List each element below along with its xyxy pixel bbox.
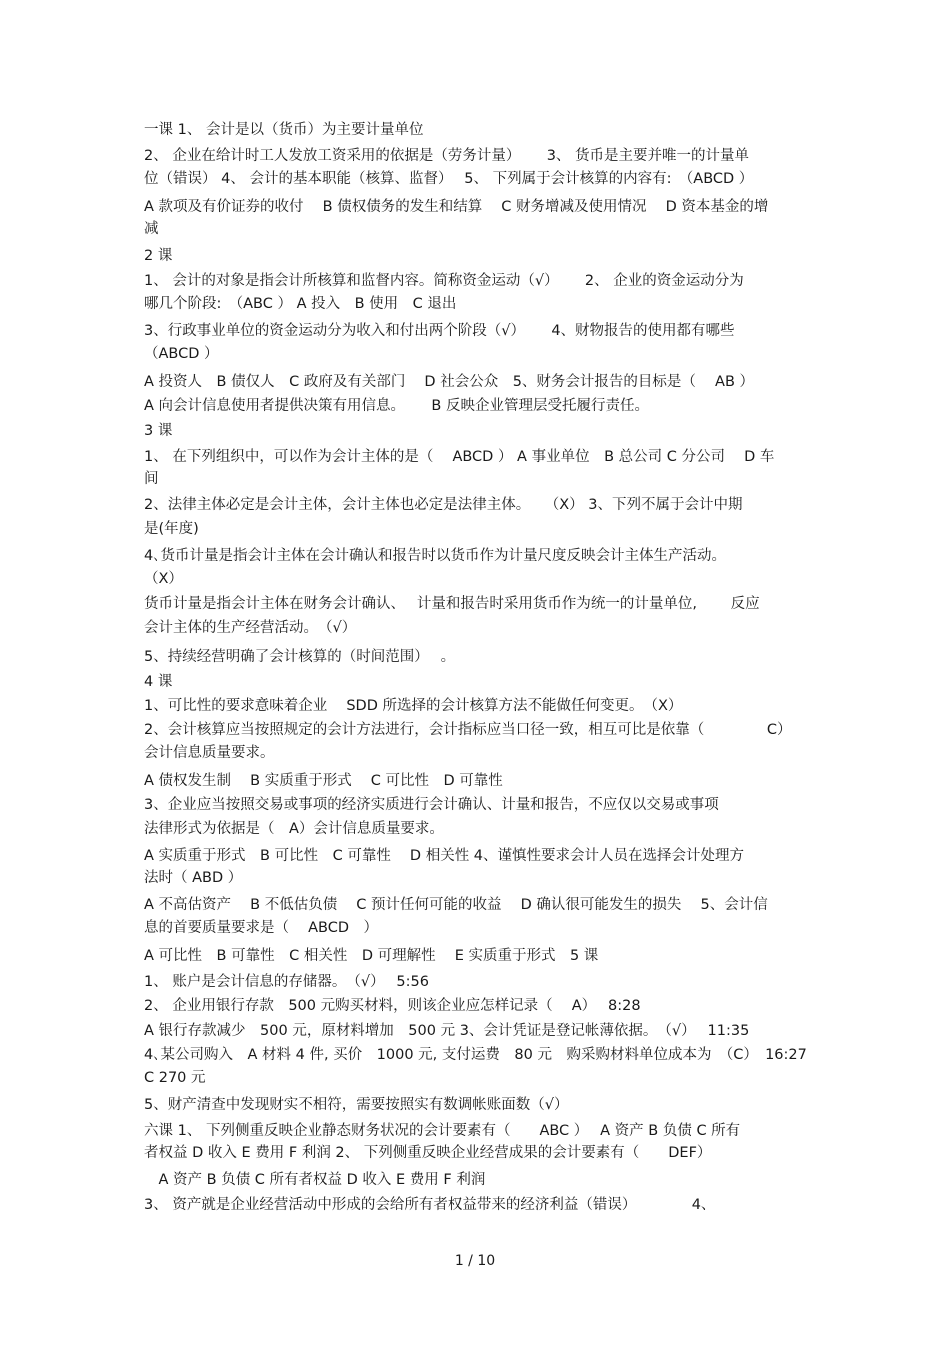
text-line: 3、 资产就是企业经营活动中形成的会给所有者权益带来的经济利益（错误） 4、 [144,1197,716,1213]
text-line: A 资产 B 负债 C 所有者权益 D 收入 E 费用 F 利润 [144,1172,486,1188]
text-line: 4､某公司购入 A 材料 4 件, 买价 1000 元, 支付运费 80 元 购采购材料单位成本为 （C） 16:27 [144,1047,807,1063]
text-line: A 银行存款减少 500 元，原材料增加 500 元 3、会计凭证是登记帐薄依据。 （√） 11:35 [144,1023,750,1039]
text-line: A 投资人 B 债仅人 C 政府及有关部门 D 社会公众 5、财务会计报告的目标是（ AB ） [144,374,755,390]
text-line: 法律形式为依据是（ A）会计信息质量要求。 [144,821,444,837]
text-line: 1、 会计的对象是指会计所核算和监督内容。简称资金运动（√） 2、 企业的资金运动分为 [144,273,744,289]
text-line: 位（错误） 4、 会计的基本职能（核算、监督） 5、 下列属于会计核算的内容有: （ABCD ） [144,171,754,187]
text-line: 是(年度) [144,521,199,537]
text-line: 2、会计核算应当按照规定的会计方法进行，会计指标应当口径一致，相互可比是依靠（ C） [144,722,792,738]
text-line: 4 课 [144,674,173,690]
text-line: 货币计量是指会计主体在财务会计确认、 计量和报告时采用货币作为统一的计量单位, 反应 [144,596,760,612]
text-line: 4､货币计量是指会计主体在会计确认和报告时以货币作为计量尺度反映会计主体生产活动。 [144,548,726,564]
text-line: 3、企业应当按照交易或事项的经济实质进行会计确认、计量和报告，不应仅以交易或事项 [144,797,719,813]
text-line: 1、 账户是会计信息的存储器。 （√） 5:56 [144,974,429,990]
text-line: 会计主体的生产经营活动。 （√） [144,620,357,636]
text-line: 2、 企业在给计时工人发放工资采用的依据是（劳务计量） 3、 货币是主要并唯一的计量单 [144,148,750,164]
page-indicator: 1 / 10 [454,1253,496,1269]
text-line: A 款项及有价证券的收付 B 债权债务的发生和结算 C 财务增减及使用情况 D 资本基金的增 [144,199,769,215]
text-line: 减 [144,221,159,237]
text-line: A 实质重于形式 B 可比性 C 可靠性 D 相关性 4、谨慎性要求会计人员在选择会计处理方 [144,848,745,864]
text-line: C 270 元 [144,1070,206,1086]
text-line: 一课 1、 会计是以（货币）为主要计量单位 [144,122,424,138]
text-line: A 债权发生制 B 实质重于形式 C 可比性 D 可靠性 [144,773,503,789]
text-line: A 可比性 B 可靠性 C 相关性 D 可理解性 E 实质重于形式 5 课 [144,948,599,964]
text-line: 会计信息质量要求。 [144,745,275,761]
text-line: 2 课 [144,248,173,264]
text-line: 2、 企业用银行存款 500 元购买材料，则该企业应怎样记录（ A） 8:28 [144,998,641,1014]
text-line: （X） [144,571,183,587]
text-line: 间 [144,471,159,487]
text-line: A 不高估资产 B 不低估负债 C 预计任何可能的收益 D 确认很可能发生的损失 5、会计信 [144,897,768,913]
text-line: 5、持续经营明确了会计核算的（时间范围） 。 [144,649,456,665]
text-line: 3 课 [144,423,173,439]
text-line: A 向会计信息使用者提供决策有用信息。 B 反映企业管理层受托履行责任。 [144,398,649,414]
text-line: 法时（ ABD ） [144,870,243,886]
text-line: 息的首要质量要求是（ ABCD ） [144,920,379,936]
text-line: 5、财产清查中发现财实不相符，需要按照实有数调帐账面数（√） [144,1097,569,1113]
text-line: 者权益 D 收入 E 费用 F 利润 2、 下列侧重反映企业经营成果的会计要素有（ DEF） [144,1145,712,1161]
text-line: 哪几个阶段: （ABC ） A 投入 B 使用 C 退出 [144,296,457,312]
text-line: （ABCD ） [144,346,219,362]
text-line: 2、法律主体必定是会计主体，会计主体也必定是法律主体。 （X） 3、下列不属于会计中期 [144,497,743,513]
text-line: 3、行政事业单位的资金运动分为收入和付出两个阶段（√） 4、财物报告的使用都有哪些 [144,323,735,339]
text-line: 1、可比性的要求意味着企业 SDD 所选择的会计核算方法不能做任何变更。 （X） [144,698,683,714]
text-line: 六课 1、 下列侧重反映企业静态财务状况的会计要素有（ ABC ） A 资产 B 负债 C 所有 [144,1123,741,1139]
text-line: 1、 在下列组织中，可以作为会计主体的是（ ABCD ） A 事业单位 B 总公司 C 分公司 D 车 [144,449,775,465]
